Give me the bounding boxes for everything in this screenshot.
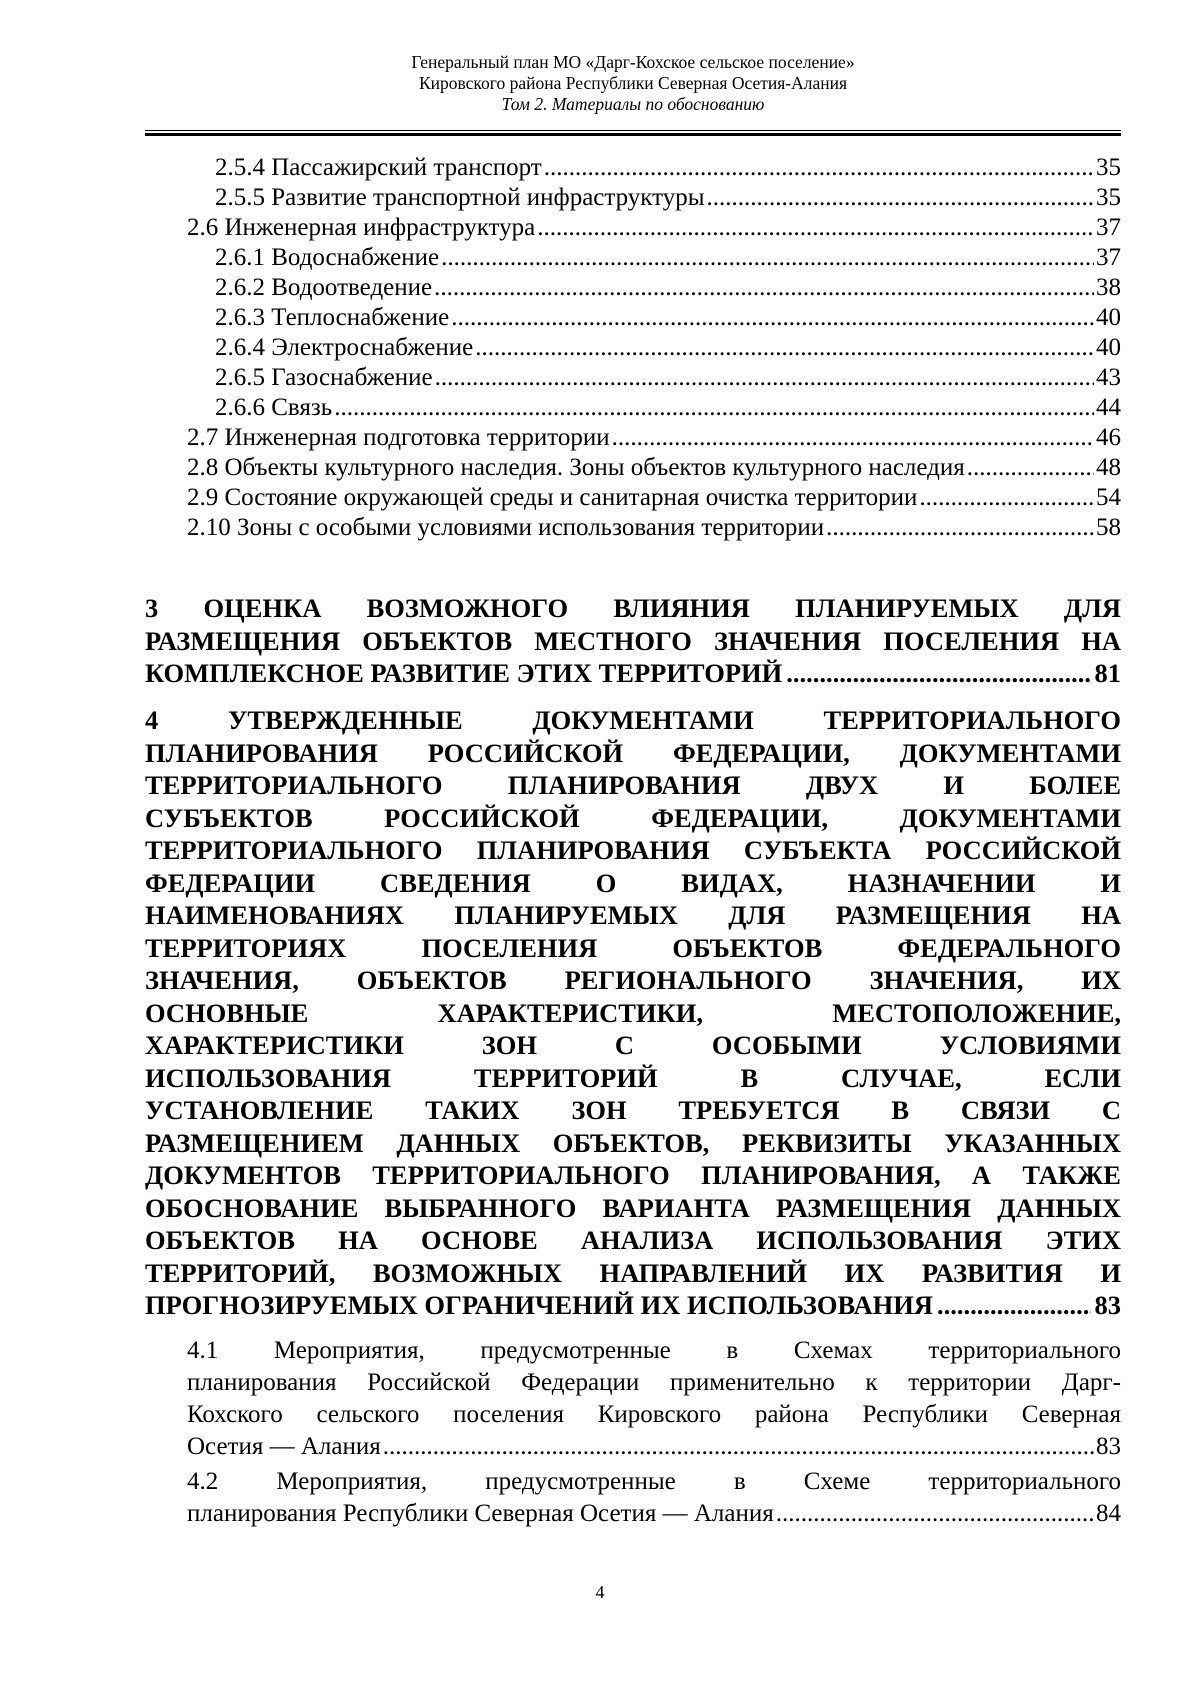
toc-entry[interactable] — [215, 272, 1121, 304]
toc-entry[interactable] — [187, 422, 1121, 454]
toc-leader-dots — [776, 1498, 1094, 1530]
toc-entry-label: 2.6.3 Теплоснабжение — [215, 304, 450, 331]
toc-heading-line: ОБЪЕКТОВ НА ОСНОВЕ АНАЛИЗА ИСПОЛЬЗОВАНИЯ ЭТИХ — [145, 1225, 1121, 1255]
toc-leader-dots — [937, 1289, 1091, 1322]
toc-leader-dots — [334, 392, 1094, 424]
toc-heading-line: НАИМЕНОВАНИЯХ ПЛАНИРУЕМЫХ ДЛЯ РАЗМЕЩЕНИЯ НА — [145, 900, 1121, 930]
toc-heading-label: ПРОГНОЗИРУЕМЫХ ОГРАНИЧЕНИЙ ИХ ИСПОЛЬЗОВАНИЯ — [145, 1290, 933, 1320]
toc-entry-label: 2.6.4 Электроснабжение — [215, 334, 474, 361]
toc-heading-line: ИСПОЛЬЗОВАНИЯ ТЕРРИТОРИЙ В СЛУЧАЕ, ЕСЛИ — [145, 1062, 1121, 1093]
toc-entry-label: Осетия — Алания — [187, 1433, 381, 1460]
toc-entry-label: 2.5.4 Пассажирский транспорт — [215, 154, 542, 181]
toc-entry-label: 2.7 Инженерная подготовка территории — [187, 424, 610, 451]
toc-entry-label: 2.6 Инженерная инфраструктура — [187, 214, 536, 241]
header-rule-thick — [145, 133, 1121, 136]
toc-heading-label: КОМПЛЕКСНОЕ РАЗВИТИЕ ЭТИХ ТЕРРИТОРИЙ — [145, 658, 783, 688]
toc-leader-dots — [919, 482, 1094, 514]
toc-entry[interactable] — [215, 362, 1121, 394]
header-rule-thin — [145, 130, 1121, 131]
toc-leader-dots — [434, 272, 1094, 304]
toc-entry-page: 40 — [1096, 304, 1121, 331]
toc-entry-line: 4.2 Мероприятия, предусмотренные в Схеме территориального — [187, 1468, 1121, 1495]
toc-heading-line: ЗНАЧЕНИЯ, ОБЪЕКТОВ РЕГИОНАЛЬНОГО ЗНАЧЕНИЯ, ИХ — [145, 965, 1121, 995]
toc-heading-line: ТЕРРИТОРИАЛЬНОГО ПЛАНИРОВАНИЯ СУБЪЕКТА РОССИЙСКОЙ — [145, 835, 1121, 865]
toc-leader-dots — [826, 512, 1094, 544]
toc-heading-line: СУБЪЕКТОВ РОССИЙСКОЙ ФЕДЕРАЦИИ, ДОКУМЕНТАМИ — [145, 802, 1121, 833]
toc-entry-page: 48 — [1096, 454, 1121, 481]
toc-entry[interactable] — [215, 302, 1121, 334]
toc-section-4[interactable] — [145, 704, 1121, 1322]
header-title-line: Генеральный план МО «Дарг-Кохское сельское поселение» — [411, 52, 855, 72]
toc-leader-dots — [441, 242, 1094, 274]
toc-heading-line: ТЕРРИТОРИАЛЬНОГО ПЛАНИРОВАНИЯ ДВУХ И БОЛЕЕ — [145, 770, 1121, 800]
toc-entry-page: 83 — [1096, 1433, 1121, 1460]
toc-entry-label: 2.6.5 Газоснабжение — [215, 364, 433, 391]
toc-heading-line: 4 УТВЕРЖДЕННЫЕ ДОКУМЕНТАМИ ТЕРРИТОРИАЛЬНОГО — [145, 705, 1121, 735]
toc-leader-dots — [475, 332, 1094, 364]
toc-entry-page: 54 — [1096, 484, 1121, 511]
toc-heading-last-line — [145, 1289, 1121, 1322]
toc-entry-label: 2.9 Состояние окружающей среды и санитарная очистка территории — [187, 484, 918, 511]
toc-entry-line: Кохского сельского поселения Кировского района Республики Северная — [187, 1401, 1121, 1428]
toc-entry-label: 2.6.1 Водоснабжение — [215, 244, 440, 271]
toc-entry-label: 2.5.5 Развитие транспортной инфраструктуры — [215, 184, 705, 211]
toc-leader-dots — [537, 212, 1094, 244]
toc-heading-page: 81 — [1094, 658, 1121, 688]
toc-entry-page: 58 — [1096, 514, 1121, 541]
toc-leader-dots — [967, 452, 1094, 484]
header-region-line: Кировского района Республики Северная Осетия-Алания — [418, 73, 848, 93]
toc-entry-label: 2.8 Объекты культурного наследия. Зоны объектов культурного наследия — [187, 454, 965, 481]
page-number: 4 — [595, 1582, 605, 1602]
toc-entry-page: 46 — [1096, 424, 1121, 451]
toc-entry-label: 2.6.6 Связь — [215, 394, 333, 421]
toc-heading-line: ТЕРРИТОРИЯХ ПОСЕЛЕНИЯ ОБЪЕКТОВ ФЕДЕРАЛЬНОГО — [145, 932, 1121, 963]
toc-heading-line: ДОКУМЕНТОВ ТЕРРИТОРИАЛЬНОГО ПЛАНИРОВАНИЯ, А ТАКЖЕ — [145, 1160, 1121, 1190]
toc-entry[interactable] — [215, 392, 1121, 424]
toc-entry[interactable] — [215, 242, 1121, 274]
toc-entry-page: 38 — [1096, 274, 1121, 301]
page-header — [145, 52, 1121, 115]
toc-heading-line: ТЕРРИТОРИЙ, ВОЗМОЖНЫХ НАПРАВЛЕНИЙ ИХ РАЗВИТИЯ И — [145, 1257, 1121, 1288]
toc-heading-line: РАЗМЕЩЕНИЯ ОБЪЕКТОВ МЕСТНОГО ЗНАЧЕНИЯ ПОСЕЛЕНИЯ НА — [145, 625, 1121, 656]
toc-entry[interactable] — [187, 452, 1121, 484]
toc-heading-page: 83 — [1094, 1290, 1121, 1320]
toc-entry-page: 37 — [1096, 244, 1121, 271]
toc-entry-page: 35 — [1096, 184, 1121, 211]
toc-entry-last-line — [187, 1498, 1121, 1530]
toc-entry[interactable] — [215, 332, 1121, 364]
toc-leader-dots — [383, 1431, 1094, 1463]
toc-entry-page: 84 — [1096, 1500, 1121, 1527]
toc-section-3[interactable] — [145, 592, 1121, 690]
toc-leader-dots — [612, 422, 1094, 454]
toc-entry[interactable] — [187, 512, 1121, 544]
toc-leader-dots — [451, 302, 1094, 334]
toc-entry-last-line — [187, 1431, 1121, 1463]
toc-heading-line: ОСНОВНЫЕ ХАРАКТЕРИСТИКИ, МЕСТОПОЛОЖЕНИЕ, — [145, 997, 1121, 1028]
toc-heading-line: ФЕДЕРАЦИИ СВЕДЕНИЯ О ВИДАХ, НАЗНАЧЕНИИ И — [145, 867, 1121, 898]
toc-entry[interactable] — [187, 482, 1121, 514]
toc-heading-last-line — [145, 657, 1121, 690]
toc-heading-line: УСТАНОВЛЕНИЕ ТАКИХ ЗОН ТРЕБУЕТСЯ В СВЯЗИ С — [145, 1095, 1121, 1125]
toc-heading-line: ПЛАНИРОВАНИЯ РОССИЙСКОЙ ФЕДЕРАЦИИ, ДОКУМЕНТАМИ — [145, 737, 1121, 768]
toc-entry-line: планирования Российской Федерации применительно к территории Дарг- — [187, 1369, 1121, 1396]
toc-entry-page: 37 — [1096, 214, 1121, 241]
toc-entry-page: 44 — [1096, 394, 1121, 421]
toc-entry-page: 35 — [1096, 154, 1121, 181]
toc-heading-line: 3 ОЦЕНКА ВОЗМОЖНОГО ВЛИЯНИЯ ПЛАНИРУЕМЫХ ДЛЯ — [145, 593, 1121, 623]
toc-leader-dots — [707, 182, 1094, 214]
toc-entry-label: 2.6.2 Водоотведение — [215, 274, 433, 301]
toc-entry-4-1[interactable] — [187, 1335, 1121, 1463]
toc-entry-line: 4.1 Мероприятия, предусмотренные в Схемах территориального — [187, 1337, 1121, 1364]
toc-leader-dots — [786, 657, 1090, 690]
toc-heading-line: ОБОСНОВАНИЕ ВЫБРАННОГО ВАРИАНТА РАЗМЕЩЕНИЯ ДАННЫХ — [145, 1192, 1121, 1223]
toc-entry-page: 40 — [1096, 334, 1121, 361]
toc-entry-label: планирования Республики Северная Осетия — Алания — [187, 1500, 774, 1527]
toc-entry[interactable] — [187, 212, 1121, 244]
toc-entry[interactable] — [215, 182, 1121, 214]
toc-leader-dots — [435, 362, 1094, 394]
header-volume-line: Том 2. Материалы по обоснованию — [501, 94, 765, 114]
toc-heading-line: РАЗМЕЩЕНИЕМ ДАННЫХ ОБЪЕКТОВ, РЕКВИЗИТЫ УКАЗАННЫХ — [145, 1127, 1121, 1158]
toc-entry-page: 43 — [1096, 364, 1121, 391]
toc-entry-label: 2.10 Зоны с особыми условиями использования территории — [187, 514, 825, 541]
toc-heading-line: ХАРАКТЕРИСТИКИ ЗОН С ОСОБЫМИ УСЛОВИЯМИ — [145, 1030, 1121, 1060]
toc-leader-dots — [544, 152, 1094, 184]
toc-entry-4-2[interactable] — [187, 1466, 1121, 1530]
toc-entry[interactable] — [215, 152, 1121, 184]
